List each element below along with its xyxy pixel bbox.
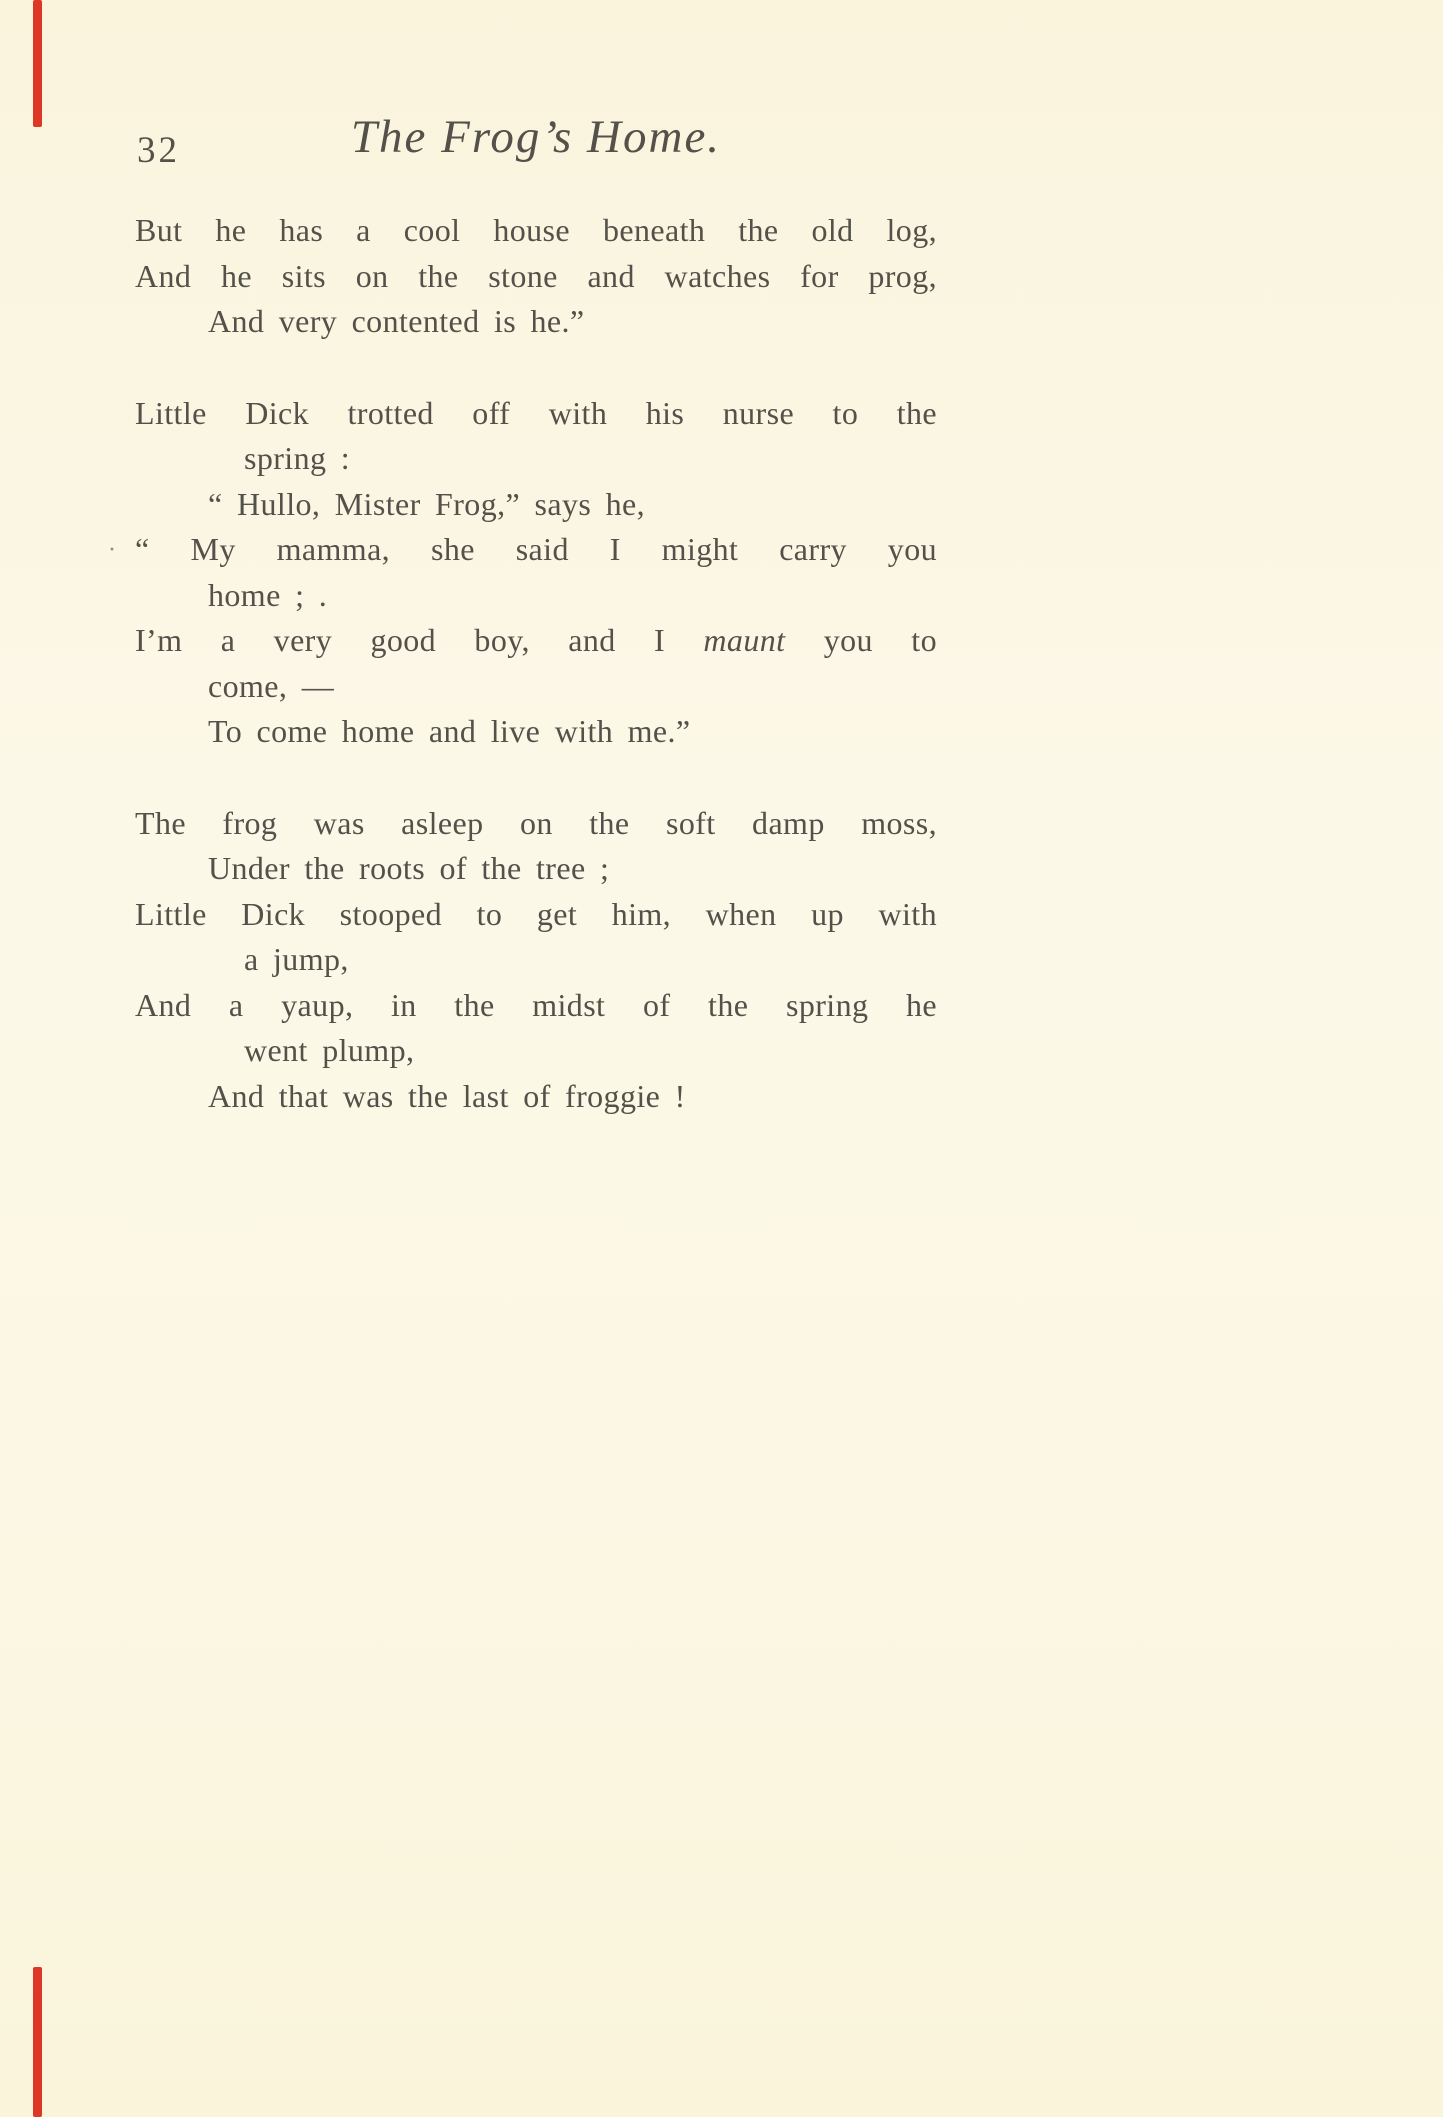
poem-text: “ My mamma, she said I might carry you	[135, 531, 937, 567]
poem-line	[135, 573, 937, 619]
poem-text: To come home and live with me.”	[208, 713, 691, 749]
poem-text: I’m a very good boy, and I	[135, 622, 704, 658]
poem-line	[135, 208, 937, 254]
page-header	[135, 110, 937, 172]
poem-line	[135, 801, 937, 847]
poem-text: And a yaup, in the midst of the spring he	[135, 986, 937, 1023]
poem-line	[135, 436, 937, 482]
poem-line	[135, 983, 937, 1029]
poem-line	[135, 254, 937, 300]
poem-line	[135, 1074, 937, 1120]
poem-line	[135, 664, 937, 710]
poem-text: a jump,	[244, 941, 349, 977]
poem-text: And very contented is he.”	[208, 303, 585, 339]
poem-text: you to	[785, 622, 937, 658]
poem-text: spring :	[244, 440, 351, 476]
page-number: 32	[137, 130, 180, 171]
poem-text: “ Hullo, Mister Frog,” says he,	[208, 485, 646, 522]
poem-line	[135, 1028, 937, 1074]
poem-line	[135, 846, 937, 892]
stanza	[108, 391, 937, 755]
poem-line	[135, 618, 937, 664]
margin-mark: ·	[108, 537, 117, 563]
page-content	[108, 110, 937, 1119]
poem-text: And that was the last of froggie !	[208, 1077, 686, 1114]
poem-line	[135, 391, 937, 437]
stanza	[135, 208, 937, 345]
poem-line	[135, 892, 937, 938]
stanza	[135, 801, 937, 1120]
page-title: The Frog’s Home.	[350, 111, 722, 163]
poem-text: come, —	[208, 667, 335, 704]
poem-line	[108, 527, 937, 573]
poem-text: And he sits on the stone and watches for prog,	[135, 257, 937, 294]
poem-text: The frog was asleep on the soft damp moss,	[135, 804, 937, 841]
poem-text: But he has a cool house beneath the old log,	[135, 212, 937, 248]
poem-text: Little Dick trotted off with his nurse to the	[135, 394, 937, 431]
poem-word-italic: maunt	[703, 622, 786, 658]
poem-line	[135, 299, 937, 345]
poem-text: went plump,	[244, 1032, 415, 1068]
binding-mark-top	[33, 0, 42, 127]
poem-text: Little Dick stooped to get him, when up with	[135, 895, 937, 932]
poem-line	[135, 937, 937, 983]
poem-text: Under the roots of the tree ;	[208, 850, 610, 886]
poem-body	[108, 208, 937, 1119]
poem-line	[135, 482, 937, 528]
binding-mark-bottom	[33, 1967, 42, 2117]
poem-line	[135, 709, 937, 755]
poem-text: home ; .	[208, 576, 328, 613]
